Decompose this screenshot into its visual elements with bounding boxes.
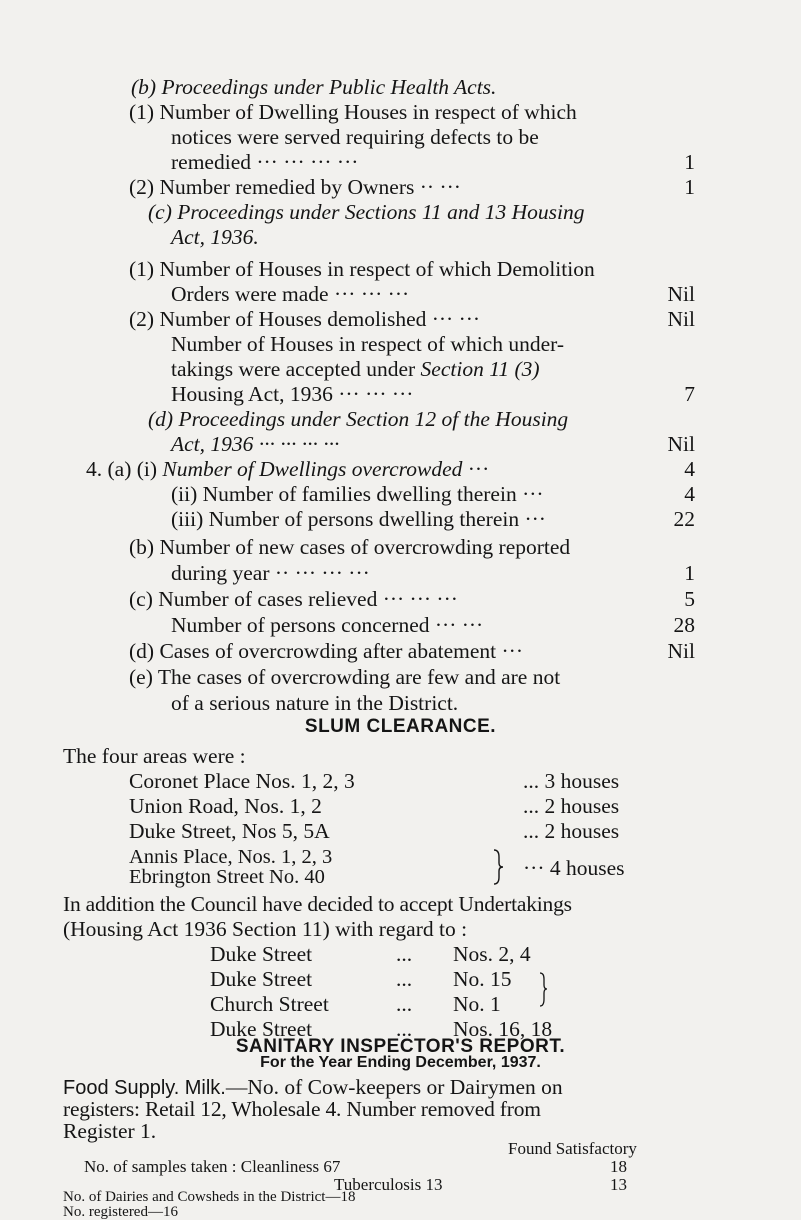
section-4e-line2: of a serious nature in the District. xyxy=(171,691,459,715)
section-c-heading-line2: Act, 1936. xyxy=(171,225,259,249)
section-c-item3-line1: Number of Houses in respect of which under- xyxy=(171,332,565,356)
undertaking-dots: ... xyxy=(396,1017,413,1041)
section-c-heading-line1: (c) Proceedings under Sections 11 and 13 Housing xyxy=(148,200,585,224)
section-4a-ii-value: 4 xyxy=(684,482,695,506)
food-supply-line1-rest: —No. of Cow-keepers or Dairymen on xyxy=(225,1075,563,1099)
section-b-item2-value: 1 xyxy=(684,175,695,199)
slum-area-name: Union Road, Nos. 1, 2 xyxy=(129,794,322,818)
curly-brace-icon xyxy=(538,971,548,1009)
sanitary-report-subtitle: For the Year Ending December, 1937. xyxy=(260,1054,541,1071)
section-c-item3-line2-text: takings were accepted under xyxy=(171,357,421,381)
section-c-item1-value: Nil xyxy=(667,282,695,306)
undertaking-street: Duke Street xyxy=(210,1017,313,1041)
undertakings-intro-line2: (Housing Act 1936 Section 11) with regard to : xyxy=(63,917,468,941)
section-b-item1-value: 1 xyxy=(684,150,695,174)
section-d-heading-line2: Act, 1936 ··· ··· ··· ··· xyxy=(171,432,340,456)
section-c-item1-line1: (1) Number of Houses in respect of which Demolition xyxy=(129,257,595,281)
section-4a-i-value: 4 xyxy=(684,457,695,481)
dairies-line: No. of Dairies and Cowsheds in the District—18 xyxy=(63,1189,356,1205)
section-4b-value: 1 xyxy=(684,561,695,585)
section-c-item2-line: (2) Number of Houses demolished ··· ··· xyxy=(129,307,481,331)
section-4a-iii-line: (iii) Number of persons dwelling therein ··· xyxy=(171,507,546,531)
section-4e-line1: (e) The cases of overcrowding are few and are not xyxy=(129,665,561,689)
section-c-item3-value: 7 xyxy=(684,382,695,406)
undertakings-intro-line1: In addition the Council have decided to accept Undertakings xyxy=(63,892,572,916)
found-satisfactory-header: Found Satisfactory xyxy=(508,1139,637,1158)
slum-area-name: Coronet Place Nos. 1, 2, 3 xyxy=(129,769,355,793)
slum-brace-row: Ebrington Street No. 40 xyxy=(129,866,325,888)
slum-area-name: Duke Street, Nos 5, 5A xyxy=(129,819,330,843)
curly-brace-icon xyxy=(492,848,504,886)
section-c-item1-line2: Orders were made ··· ··· ··· xyxy=(171,282,410,306)
section-4d-line: (d) Cases of overcrowding after abatement ··· xyxy=(129,639,523,663)
samples-tuberculosis-label: Tuberculosis 13 xyxy=(334,1175,443,1194)
food-supply-lead: Food Supply. xyxy=(63,1077,180,1099)
section-4c-line1: (c) Number of cases relieved ··· ··· ··· xyxy=(129,587,458,611)
section-c-item3-line2 xyxy=(171,356,540,382)
food-supply-line2: registers: Retail 12, Wholesale 4. Number removed from xyxy=(63,1097,541,1121)
section-c-item3-line2-ref: Section 11 (3) xyxy=(420,357,540,381)
section-4a-iii-value: 22 xyxy=(673,507,695,531)
section-4c-line2: Number of persons concerned ··· ··· xyxy=(171,613,484,637)
section-c-item2-value: Nil xyxy=(667,307,695,331)
section-b-item1-line1: (1) Number of Dwelling Houses in respect of which xyxy=(129,100,577,124)
section-4a-i-prefix: 4. (a) (i) xyxy=(86,457,163,481)
samples-cleanliness-found: 18 xyxy=(610,1157,627,1176)
section-4b-line2: during year ·· ··· ··· ··· xyxy=(171,561,370,585)
undertaking-street: Duke Street xyxy=(210,942,313,966)
slum-intro: The four areas were : xyxy=(63,744,246,768)
food-supply-line3: Register 1. xyxy=(63,1119,157,1143)
slum-area-count: ... 2 houses xyxy=(523,819,620,843)
undertaking-nos: Nos. 16, 18 xyxy=(453,1017,553,1041)
samples-cleanliness-label: No. of samples taken : Cleanliness 67 xyxy=(84,1157,341,1176)
undertaking-street: Church Street xyxy=(210,992,329,1016)
section-4a-i-dots: ··· xyxy=(462,457,490,481)
section-d-heading-line1: (d) Proceedings under Section 12 of the Housing xyxy=(148,407,569,431)
section-4c-value2: 28 xyxy=(673,613,695,637)
undertaking-nos: No. 1 xyxy=(453,992,501,1016)
slum-brace-row: Annis Place, Nos. 1, 2, 3 xyxy=(129,846,333,868)
samples-tuberculosis-found: 13 xyxy=(610,1175,627,1194)
undertaking-nos: Nos. 2, 4 xyxy=(453,942,531,966)
section-4b-line1: (b) Number of new cases of overcrowding reported xyxy=(129,535,571,559)
section-b-item1-line3: remedied ··· ··· ··· ··· xyxy=(171,150,359,174)
section-d-heading-value: Nil xyxy=(667,432,695,456)
section-4a-i-line xyxy=(86,456,489,482)
undertaking-nos: No. 15 xyxy=(453,967,512,991)
section-4a-i-text: Number of Dwellings overcrowded xyxy=(162,457,463,481)
section-4c-value1: 5 xyxy=(684,587,695,611)
slum-clearance-title: SLUM CLEARANCE. xyxy=(304,716,497,737)
undertaking-dots: ... xyxy=(396,942,413,966)
section-4d-value: Nil xyxy=(667,639,695,663)
sanitary-report-title: SANITARY INSPECTOR'S REPORT. xyxy=(235,1036,566,1057)
section-c-item3-line3: Housing Act, 1936 ··· ··· ··· xyxy=(171,382,414,406)
undertaking-dots: ... xyxy=(396,967,413,991)
slum-area-count: ... 2 houses xyxy=(523,794,620,818)
slum-area-count: ... 3 houses xyxy=(523,769,620,793)
section-b-item1-line2: notices were served requiring defects to be xyxy=(171,125,539,149)
slum-brace-count: ··· 4 houses xyxy=(523,856,625,880)
registered-line: No. registered—16 xyxy=(63,1204,178,1220)
section-b-heading: (b) Proceedings under Public Health Acts. xyxy=(131,75,497,99)
section-4a-ii-line: (ii) Number of families dwelling therein ··· xyxy=(171,482,544,506)
milk-lead: Milk. xyxy=(184,1077,226,1099)
section-b-item2-line: (2) Number remedied by Owners ·· ··· xyxy=(129,175,461,199)
undertaking-dots: ... xyxy=(396,992,413,1016)
undertaking-street: Duke Street xyxy=(210,967,313,991)
